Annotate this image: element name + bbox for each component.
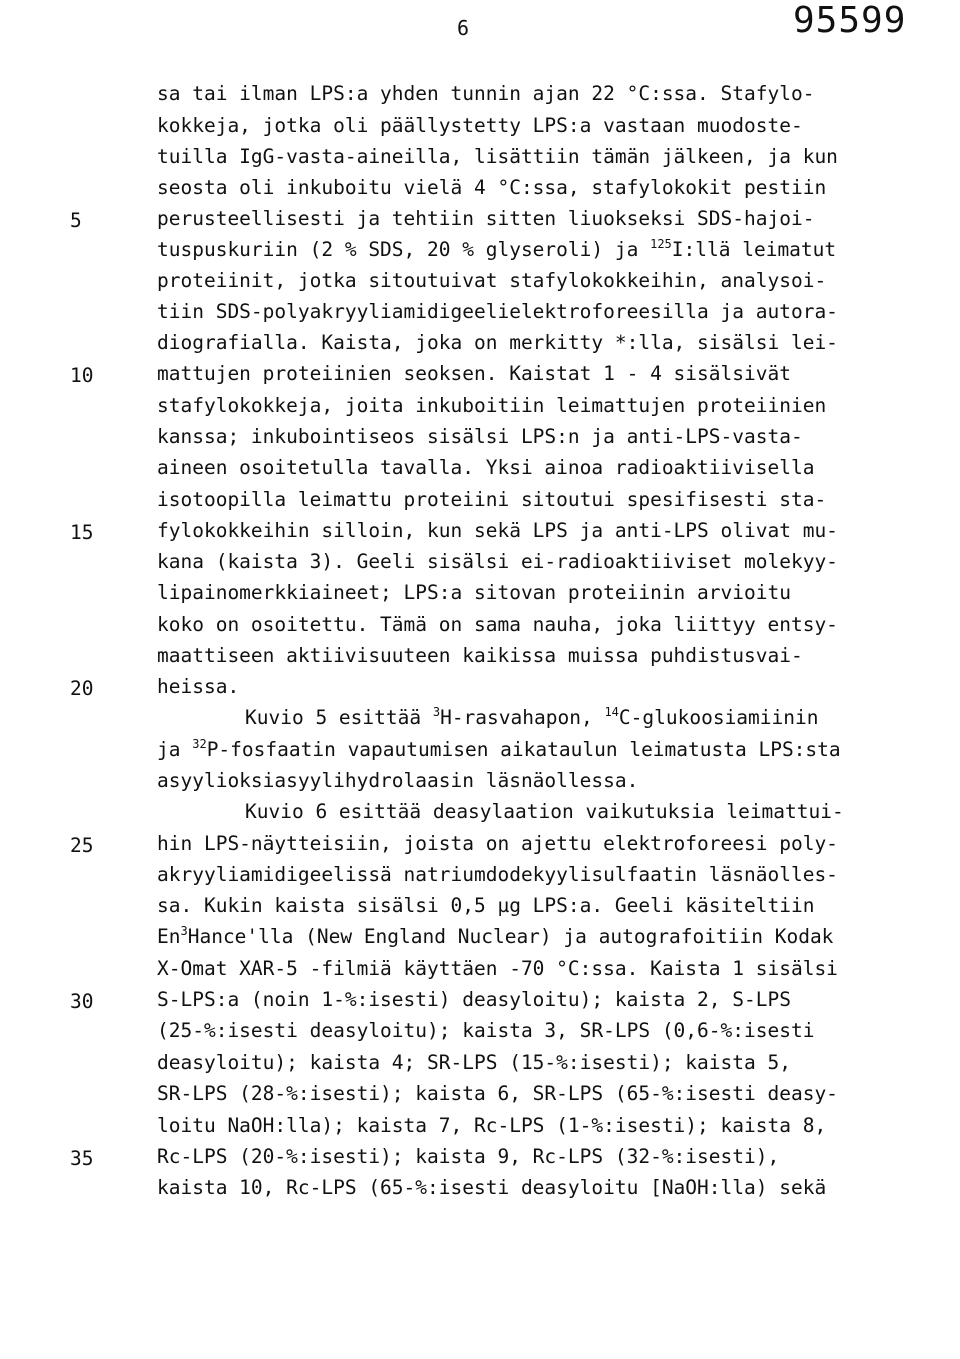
text-line: aineen osoitetulla tavalla. Yksi ainoa radioaktiivisella — [157, 456, 815, 479]
text-line: X-Omat XAR-5 -filmiä käyttäen -70 °C:ssa. Kaista 1 sisälsi — [157, 957, 838, 980]
text-line: kaista 10, Rc-LPS (65-%:isesti deasyloitu [NaOH:lla) sekä — [157, 1176, 827, 1199]
margin-line-number: 25 — [70, 834, 94, 857]
text-line: sa tai ilman LPS:a yhden tunnin ajan 22 °C:ssa. Stafylo- — [157, 82, 815, 105]
text-segment: I:llä leimatut — [671, 238, 837, 261]
text-line: S-LPS:a (noin 1-%:isesti) deasyloitu); kaista 2, S-LPS — [157, 988, 791, 1011]
superscript: 3 — [432, 705, 441, 719]
text-segment: H-rasvahapon, — [440, 706, 605, 729]
margin-line-number: 15 — [70, 521, 94, 544]
text-line: mattujen proteiinien seoksen. Kaistat 1 - 4 sisälsivät — [157, 362, 791, 385]
text-line: kana (kaista 3). Geeli sisälsi ei-radioaktiiviset molekyy- — [157, 550, 838, 573]
text-segment: P-fosfaatin vapautumisen aikataulun leimatusta LPS:sta — [206, 738, 841, 761]
margin-line-number: 10 — [70, 364, 94, 387]
text-line — [157, 237, 836, 263]
text-segment: C-glukoosiamiinin — [618, 706, 819, 729]
text-line: tiin SDS-polyakryyliamidigeelielektroforeesilla ja autora- — [157, 300, 838, 323]
text-line: seosta oli inkuboitu vielä 4 °C:ssa, stafylokokit pestiin — [157, 176, 827, 199]
text-line: isotoopilla leimattu proteiini sitoutui spesifisesti sta- — [157, 488, 827, 511]
text-line: SR-LPS (28-%:isesti); kaista 6, SR-LPS (65-%:isesti deasy- — [157, 1082, 838, 1105]
text-line: lipainomerkkiaineet; LPS:a sitovan proteiinin arvioitu — [157, 581, 791, 604]
text-segment: Kuvio 5 esittää — [245, 706, 433, 729]
text-line: akryyliamidigeelissä natriumdodekyylisulfaatin läsnäolles- — [157, 863, 838, 886]
text-line: diografialla. Kaista, joka on merkitty *:lla, sisälsi lei- — [157, 331, 838, 354]
text-segment: En — [157, 925, 181, 948]
text-line: stafylokokkeja, joita inkuboitiin leimattujen proteiinien — [157, 394, 827, 417]
text-line: kokkeja, jotka oli päällystetty LPS:a vastaan muodoste- — [157, 114, 803, 137]
margin-line-number: 35 — [70, 1147, 94, 1170]
superscript: 3 — [180, 924, 188, 938]
text-line: Kuvio 6 esittää deasylaation vaikutuksia leimattui- — [245, 800, 844, 823]
margin-line-number: 5 — [70, 209, 82, 232]
superscript: 14 — [604, 705, 619, 719]
document-number: 95599 — [793, 0, 907, 41]
margin-line-number: 30 — [70, 990, 94, 1013]
text-line: tuilla IgG-vasta-aineilla, lisättiin tämän jälkeen, ja kun — [157, 145, 838, 168]
text-line: Rc-LPS (20-%:isesti); kaista 9, Rc-LPS (32-%:isesti), — [157, 1145, 780, 1168]
page-number: 6 — [457, 16, 470, 40]
text-line: heissa. — [157, 675, 240, 698]
superscript: 32 — [192, 737, 207, 751]
text-line: hin LPS-näytteisiin, joista on ajettu elektroforeesi poly- — [157, 832, 838, 855]
margin-line-number: 20 — [70, 677, 94, 700]
text-line: kanssa; inkubointiseos sisälsi LPS:n ja anti-LPS-vasta- — [157, 425, 803, 448]
text-line: maattiseen aktiivisuuteen kaikissa muissa puhdistusvai- — [157, 644, 803, 667]
text-line: asyylioksiasyylihydrolaasin läsnäollessa. — [157, 769, 639, 792]
text-line: deasyloitu); kaista 4; SR-LPS (15-%:isesti); kaista 5, — [157, 1051, 791, 1074]
text-segment: Hance'lla (New England Nuclear) ja autografoitiin Kodak — [187, 925, 834, 948]
text-line: perusteellisesti ja tehtiin sitten liuokseksi SDS-hajoi- — [157, 207, 815, 230]
text-line: koko on osoitettu. Tämä on sama nauha, joka liittyy entsy- — [157, 613, 838, 636]
text-line: sa. Kukin kaista sisälsi 0,5 µg LPS:a. Geeli käsiteltiin — [157, 894, 815, 917]
text-segment: ja — [157, 738, 193, 761]
text-segment: tuspuskuriin (2 % SDS, 20 % glyseroli) ja — [157, 238, 651, 261]
superscript: 125 — [650, 237, 672, 251]
text-line — [245, 705, 819, 731]
text-line: fylokokkeihin silloin, kun sekä LPS ja anti-LPS olivat mu- — [157, 519, 838, 542]
text-line — [157, 737, 841, 763]
text-line — [157, 924, 833, 950]
text-line: loitu NaOH:lla); kaista 7, Rc-LPS (1-%:isesti); kaista 8, — [157, 1114, 827, 1137]
text-line: proteiinit, jotka sitoutuivat stafylokokkeihin, analysoi- — [157, 269, 827, 292]
text-line: (25-%:isesti deasyloitu); kaista 3, SR-LPS (0,6-%:isesti — [157, 1019, 815, 1042]
